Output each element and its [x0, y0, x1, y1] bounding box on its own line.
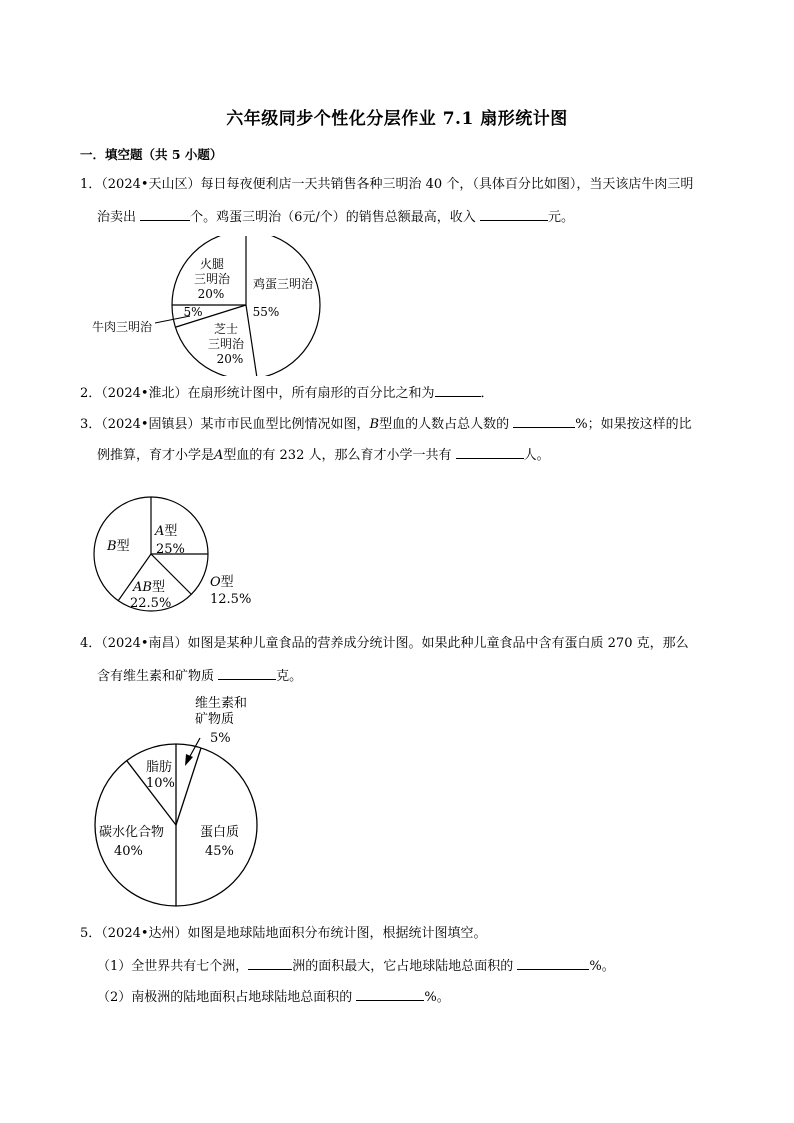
q3-var-b: B: [369, 417, 380, 432]
q2-post: ．: [480, 386, 494, 401]
cheese-label-1: 芝士: [213, 322, 239, 336]
q3-var-a: A: [214, 448, 224, 463]
q5-blank-continent[interactable]: [248, 956, 292, 970]
q3-line1: [80, 414, 692, 434]
q4-blank[interactable]: [218, 666, 276, 680]
ab-type-pct: 22.5%: [130, 596, 172, 611]
q5-sub1-text-a: （1）全世界共有七个洲，: [97, 959, 249, 974]
carb-label: 碳水化合物: [99, 825, 165, 840]
egg-pct: 55%: [252, 305, 280, 319]
q3-text-d: 例推算，育才小学是: [97, 448, 215, 463]
q1-blank-egg-revenue[interactable]: [480, 207, 548, 221]
q4-text-a: 含有维生素和矿物质: [97, 669, 219, 684]
sandwich-pie-chart: [80, 236, 340, 376]
q5-blank-largest-percent[interactable]: [517, 956, 589, 970]
fat-label: 脂肪: [146, 760, 173, 775]
q5-sub1-text-c: %。: [589, 959, 615, 974]
q3-blank-percent[interactable]: [513, 414, 575, 428]
q4-line1: 4．（2024•南昌）如图是某种儿童食品的营养成分统计图。如果此种儿童食品中含有蛋白质 270 克，那么: [80, 636, 689, 651]
fat-pct: 10%: [146, 776, 175, 791]
q3-line2: [97, 445, 550, 465]
q4-line2: [97, 666, 302, 686]
b-type-label: B型: [107, 539, 130, 554]
q5-blank-antarctica-percent[interactable]: [356, 987, 424, 1001]
q2-line: [80, 383, 494, 403]
vitamin-pct: 5%: [210, 731, 231, 746]
o-type-label: O型: [210, 575, 234, 590]
vitamin-label-1: 维生素和: [195, 696, 248, 711]
q5-sub1-text-b: 洲的面积最大，它占地球陆地总面积的: [292, 959, 518, 974]
q5-sub1: [97, 956, 615, 976]
a-type-label: A型: [155, 524, 178, 539]
beef-label: 牛肉三明治: [92, 320, 153, 334]
carb-pct: 40%: [114, 844, 143, 859]
q3-text-b: 型血的人数占总人数的: [379, 417, 514, 432]
q2-text: 2．（2024•淮北）在扇形统计图中，所有扇形的百分比之和为: [80, 386, 435, 401]
q3-text-c: %；如果按这样的比: [575, 417, 692, 432]
blood-type-pie-chart: [85, 495, 265, 620]
q5-sub2: [97, 987, 450, 1007]
q1-blank-beef[interactable]: [140, 207, 190, 221]
cheese-pct: 20%: [216, 352, 244, 366]
ab-type-label: AB型: [133, 580, 165, 595]
ham-label-2: 三明治: [193, 272, 231, 286]
q3-blank-total[interactable]: [456, 445, 524, 459]
ham-label-1: 火腿: [199, 257, 225, 271]
q5-line1: 5．（2024•达州）如图是地球陆地面积分布统计图，根据统计图填空。: [80, 926, 487, 941]
beef-pct: 5%: [183, 305, 203, 319]
o-type-pct: 12.5%: [210, 592, 252, 607]
q5-sub2-text-b: %。: [424, 990, 450, 1005]
cheese-label-2: 三明治: [207, 337, 245, 351]
egg-label: 鸡蛋三明治: [252, 277, 314, 291]
a-type-pct: 25%: [156, 542, 185, 557]
q5-sub2-text-a: （2）南极洲的陆地面积占地球陆地总面积的: [97, 990, 357, 1005]
section-heading: 一．填空题（共 5 小题）: [80, 147, 223, 162]
q3-text-a: 3．（2024•固镇县）某市市民血型比例情况如图，: [80, 417, 370, 432]
q1-line1: 1．（2024•天山区）每日每夜便利店一天共销售各种三明治 40 个，（具体百分比如图），当天该店牛肉三明: [80, 177, 694, 192]
q2-blank[interactable]: [435, 383, 481, 397]
q3-text-f: 人。: [523, 448, 550, 463]
q4-text-b: 克。: [276, 669, 303, 684]
q3-text-e: 型血的有 232 人，那么育才小学一共有: [223, 448, 456, 463]
q1-text-c: 元。: [547, 210, 574, 225]
q1-text-a: 治卖出: [97, 210, 141, 225]
nutrition-pie-chart: [90, 690, 290, 910]
ham-pct: 20%: [197, 287, 225, 301]
q1-line2: [97, 207, 574, 227]
protein-label: 蛋白质: [200, 825, 240, 840]
protein-pct: 45%: [205, 844, 234, 859]
page-title: 六年级同步个性化分层作业 7.1 扇形统计图: [226, 109, 568, 129]
vitamin-label-2: 矿物质: [195, 712, 235, 727]
q1-text-b: 个。鸡蛋三明治（6元/个）的销售总额最高，收入: [190, 210, 480, 225]
